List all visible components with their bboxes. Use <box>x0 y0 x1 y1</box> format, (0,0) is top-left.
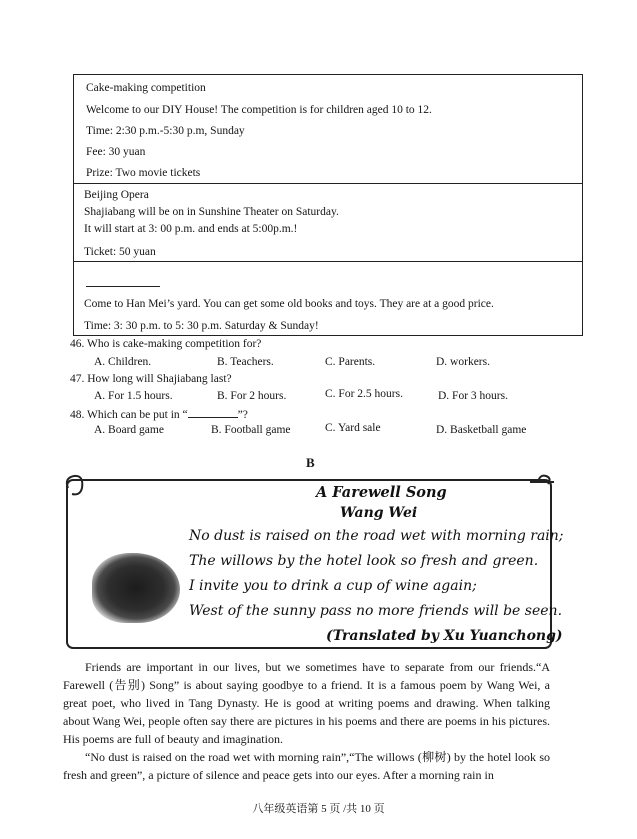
option-46-d: D. workers. <box>436 356 490 368</box>
title-blank <box>86 286 160 287</box>
option-47-d: D. For 3 hours. <box>438 390 508 402</box>
poem-line-2: The willows by the hotel look so fresh and green. <box>189 553 539 569</box>
passage-paragraph-1: Friends are important in our lives, but we sometimes have to separate from our friends.“A Farewell (告别) Song” is about saying goodbye to a friend. It is a famous poem by Wang Wei, a great poet, who lived in Tang Dynasty. He is good at writing poems and drawing. When talking about Wang Wei, people often say there are pictures in his poems and there are poems in his pictures. His poems are full of beauty and imagination. <box>63 660 550 746</box>
option-48-d: D. Basketball game <box>436 424 527 436</box>
answer-blank <box>188 406 238 418</box>
question-46: 46. Who is cake-making competition for? <box>70 338 262 350</box>
question-48-stem-end: ”? <box>237 409 248 421</box>
option-48-a: A. Board game <box>94 424 164 436</box>
section-b-label: B <box>306 455 315 470</box>
cake-time: Time: 2:30 p.m.-5:30 p.m, Sunday <box>86 125 245 137</box>
poem-title: A Farewell Song <box>316 484 447 501</box>
opera-line1: Shajiabang will be on in Sunshine Theater on Saturday. <box>84 206 339 218</box>
option-47-b: B. For 2 hours. <box>217 390 287 402</box>
yard-line1: Come to Han Mei’s yard. You can get some old books and toys. They are at a good price. <box>84 298 494 310</box>
ink-painting <box>92 553 180 623</box>
passage-paragraph-2: “No dust is raised on the road wet with morning rain”,“The willows (柳树) by the hotel look so fresh and green”, a picture of silence and peace gets into our eyes. After a morning rain in <box>63 750 550 782</box>
section-divider <box>74 183 582 184</box>
question-48-stem-start: 48. Which can be put in “ <box>70 409 188 421</box>
option-48-b: B. Football game <box>211 424 291 436</box>
poem-line-3: I invite you to drink a cup of wine again; <box>189 578 477 594</box>
cake-welcome: Welcome to our DIY House! The competition is for children aged 10 to 12. <box>86 104 432 116</box>
opera-title: Beijing Opera <box>84 189 149 201</box>
opera-ticket: Ticket: 50 yuan <box>84 246 156 258</box>
poem-line-4: West of the sunny pass no more friends will be seen. <box>189 603 563 619</box>
option-46-a: A. Children. <box>94 356 152 368</box>
poem-author: Wang Wei <box>340 505 418 521</box>
scroll-top-edge-icon <box>60 470 560 510</box>
poem-line-1: No dust is raised on the road wet with morning rain; <box>189 528 564 544</box>
option-46-c: C. Parents. <box>325 356 376 368</box>
page-footer: 八年级英语第 5 页 /共 10 页 <box>252 803 385 815</box>
cake-prize: Prize: Two movie tickets <box>86 167 201 179</box>
option-48-c: C. Yard sale <box>325 422 381 434</box>
question-47: 47. How long will Shajiabang last? <box>70 373 232 385</box>
option-46-b: B. Teachers. <box>217 356 274 368</box>
option-47-a: A. For 1.5 hours. <box>94 390 173 402</box>
yard-time: Time: 3: 30 p.m. to 5: 30 p.m. Saturday & Sunday! <box>84 320 319 332</box>
question-48 <box>70 406 248 421</box>
opera-line2: It will start at 3: 00 p.m. and ends at 5:00p.m.! <box>84 223 298 235</box>
section-divider <box>74 261 582 262</box>
cake-fee: Fee: 30 yuan <box>86 146 146 158</box>
poem-translator: (Translated by Xu Yuanchong) <box>326 628 563 644</box>
option-47-c: C. For 2.5 hours. <box>325 388 403 400</box>
cake-title: Cake-making competition <box>86 82 206 94</box>
